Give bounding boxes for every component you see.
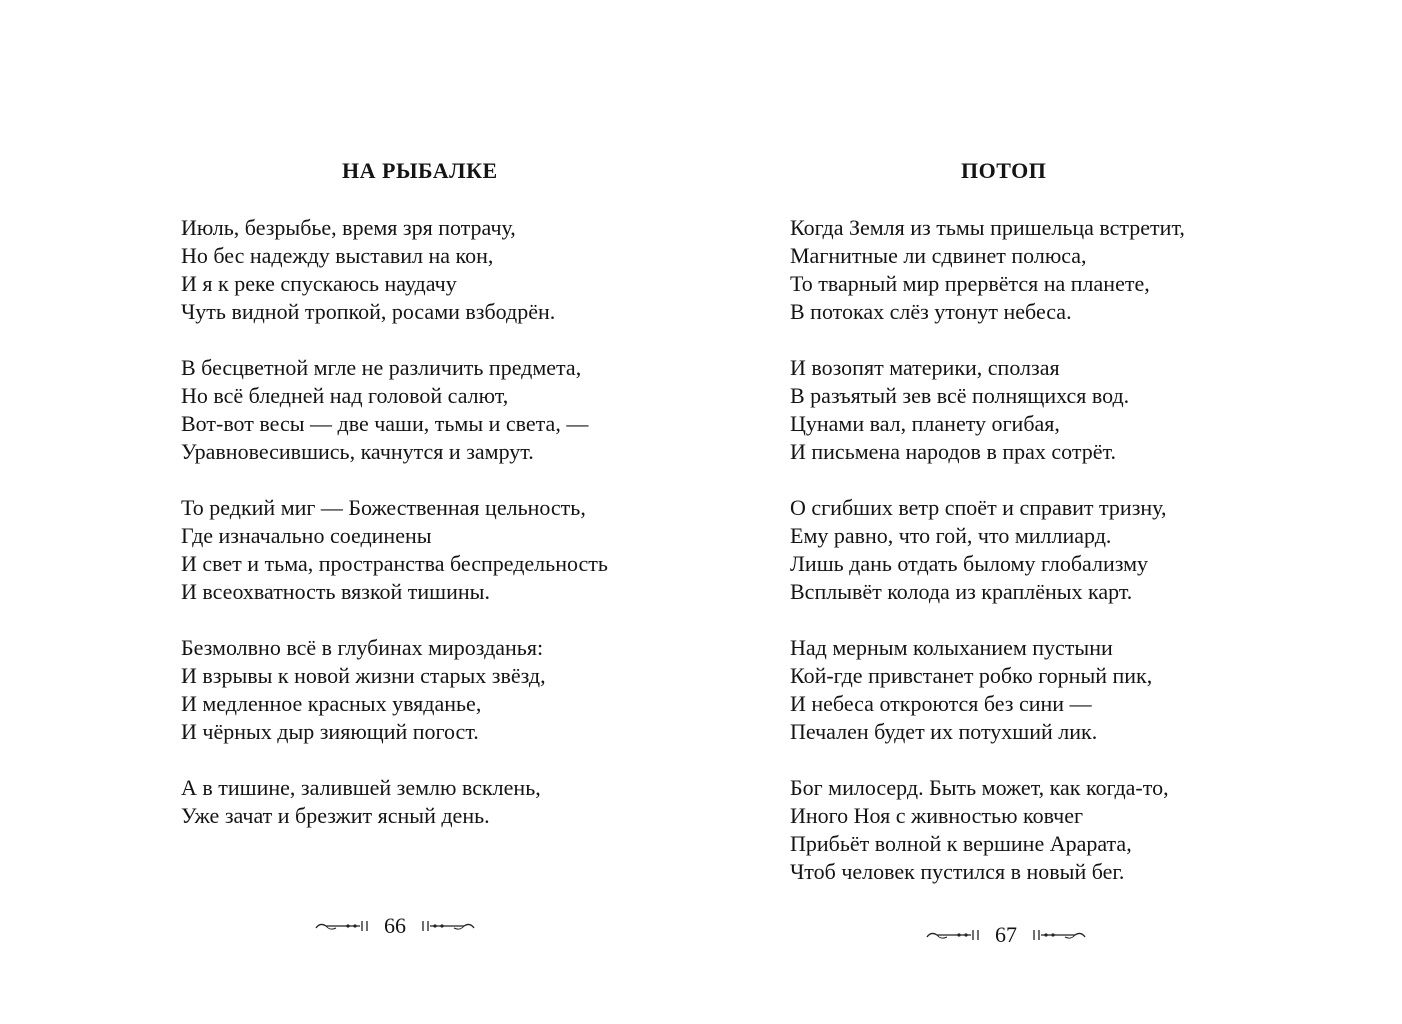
page-number-footer — [314, 912, 476, 940]
verse-line: Печален будет их потухший лик. — [790, 719, 1098, 744]
verse-line: И всеохватность вязкой тишины. — [181, 579, 490, 604]
verse-line: Всплывёт колода из краплёных карт. — [790, 579, 1133, 604]
verse-line: Вот-вот весы — две чаши, тьмы и света, — — [181, 411, 589, 436]
stanza — [790, 494, 1185, 606]
verse-line: А в тишине, залившей землю всклень, — [181, 775, 541, 800]
verse-line: Уже зачат и брезжит ясный день. — [181, 803, 490, 828]
stanza — [790, 214, 1185, 326]
stanza — [181, 634, 608, 746]
verse-line: То тварный мир прервётся на планете, — [790, 271, 1150, 296]
stanza — [181, 774, 608, 830]
ornament-right-icon — [414, 918, 476, 934]
verse-line: Когда Земля из тьмы пришельца встретит, — [790, 215, 1185, 240]
verse-line: Бог милосерд. Быть может, как когда-то, — [790, 775, 1169, 800]
stanza — [790, 634, 1185, 746]
poem-title: НА РЫБАЛКЕ — [342, 158, 498, 183]
poem-body — [790, 214, 1185, 914]
verse-line: Где изначально соединены — [181, 523, 432, 548]
verse-line: О сгибших ветр споёт и справит тризну, — [790, 495, 1167, 520]
page-number: 66 — [384, 913, 406, 938]
verse-line: И взрывы к новой жизни старых звёзд, — [181, 663, 546, 688]
verse-line: И я к реке спускаюсь наудачу — [181, 271, 457, 296]
verse-line: То редкий миг — Божественная цельность, — [181, 495, 586, 520]
ornament-left-icon — [314, 918, 376, 934]
stanza — [181, 214, 608, 326]
verse-line: Но бес надежду выставил на кон, — [181, 243, 494, 268]
verse-line: Иного Ноя с живностью ковчег — [790, 803, 1083, 828]
stanza — [790, 354, 1185, 466]
stanza — [790, 774, 1185, 886]
verse-line: Кой-где привстанет робко горный пик, — [790, 663, 1153, 688]
verse-line: Июль, безрыбье, время зря потрачу, — [181, 215, 516, 240]
verse-line: Ему равно, что гой, что миллиард. — [790, 523, 1112, 548]
verse-line: Но всё бледней над головой салют, — [181, 383, 509, 408]
ornament-right-icon — [1025, 927, 1087, 943]
right-page — [701, 0, 1402, 1024]
verse-line: Чтоб человек пустился в новый бег. — [790, 859, 1125, 884]
verse-line: И медленное красных увяданье, — [181, 691, 482, 716]
verse-line: Магнитные ли сдвинет полюса, — [790, 243, 1087, 268]
verse-line: И свет и тьма, пространства беспредельность — [181, 551, 608, 576]
stanza — [181, 494, 608, 606]
page-number-footer — [925, 921, 1087, 949]
page-number: 67 — [995, 922, 1017, 947]
poem-title: ПОТОП — [961, 158, 1047, 183]
verse-line: И чёрных дыр зияющий погост. — [181, 719, 479, 744]
verse-line: Безмолвно всё в глубинах мирозданья: — [181, 635, 544, 660]
verse-line: Чуть видной тропкой, росами взбодрён. — [181, 299, 556, 324]
verse-line: И письмена народов в прах сотрёт. — [790, 439, 1116, 464]
verse-line: Уравновесившись, качнутся и замрут. — [181, 439, 534, 464]
verse-line: В бесцветной мгле не различить предмета, — [181, 355, 582, 380]
verse-line: Цунами вал, планету огибая, — [790, 411, 1060, 436]
verse-line: В потоках слёз утонут небеса. — [790, 299, 1072, 324]
verse-line: И возопят материки, сползая — [790, 355, 1060, 380]
verse-line: Лишь дань отдать былому глобализму — [790, 551, 1149, 576]
verse-line: И небеса откроются без сини — — [790, 691, 1092, 716]
ornament-left-icon — [925, 927, 987, 943]
poem-body — [181, 214, 608, 858]
verse-line: В разъятый зев всё полнящихся вод. — [790, 383, 1130, 408]
verse-line: Прибьёт волной к вершине Арарата, — [790, 831, 1132, 856]
verse-line: Над мерным колыханием пустыни — [790, 635, 1113, 660]
stanza — [181, 354, 608, 466]
